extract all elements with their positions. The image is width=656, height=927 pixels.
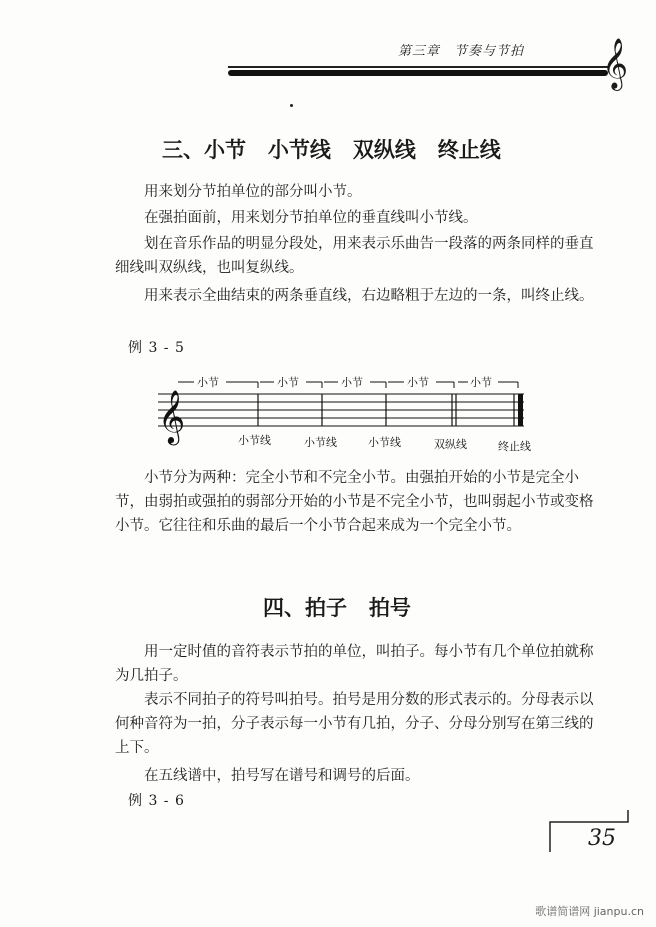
section-3-paragraph-4: 用来表示全曲结束的两条垂直线，右边略粗于左边的一条，叫终止线。	[144, 288, 594, 304]
measure-label-4: 小节	[407, 376, 429, 389]
section-4-paragraph-2: 表示不同拍子的符号叫拍号。拍号是用分数的形式表示的。分母表示以何种音符为一拍，分子表示每一小节有几拍，分子、分母分别写在第三线的上下。	[115, 692, 594, 756]
double-bar-caption: 双纵线	[434, 438, 467, 451]
measure-label-3: 小节	[341, 376, 363, 389]
final-bar-caption: 终止线	[498, 440, 531, 453]
section-4-heading: 四、拍子 拍号	[263, 596, 411, 620]
running-header	[398, 40, 538, 59]
section-3-paragraph-3: 划在音乐作品的明显分段处，用来表示乐曲告一段落的两条同样的垂直细线叫双纵线，也叫复纵线。	[115, 236, 594, 276]
barline-caption-3: 小节线	[368, 436, 401, 449]
section-3-paragraph-1: 用来划分节拍单位的部分叫小节。	[144, 184, 362, 200]
staff-example	[150, 368, 550, 458]
header-rule-thin	[228, 66, 608, 68]
barline-caption-1: 小节线	[238, 434, 271, 447]
page-number: 35	[588, 826, 616, 851]
header-rule-thick	[228, 70, 608, 76]
staff-lines	[158, 394, 524, 426]
treble-clef-icon: 𝄞	[158, 389, 186, 443]
section-4-paragraph-3: 在五线谱中，拍号写在谱号和调号的后面。	[144, 768, 420, 784]
treble-clef-icon: 𝄞	[602, 38, 629, 89]
example-3-5-label: 例 3 - 5	[128, 340, 185, 356]
measure-label-2: 小节	[277, 376, 299, 389]
measure-label-5: 小节	[470, 376, 492, 389]
barline-caption-2: 小节线	[304, 436, 337, 449]
example-3-6-label: 例 3 - 6	[128, 793, 185, 809]
final-bar-thick	[518, 394, 523, 426]
chapter-label: 第三章	[398, 44, 441, 59]
section-3-paragraph-2: 在强拍面前，用来划分节拍单位的垂直线叫小节线。	[144, 210, 478, 226]
chapter-title: 节奏与节拍	[454, 44, 525, 59]
watermark: 歌谱简谱网 jianpu.cn	[535, 905, 644, 918]
measure-label-1: 小节	[197, 376, 219, 389]
section-3-paragraph-5: 小节分为两种：完全小节和不完全小节。由强拍开始的小节是完全小节，由弱拍或强拍的弱部分开始的小节是不完全小节，也叫弱起小节或变格小节。它往往和乐曲的最后一个小节合起来成为一个完全小节。	[115, 470, 594, 534]
stray-dot	[290, 104, 293, 107]
section-4-paragraph-1: 用一定时值的音符表示节拍的单位，叫拍子。每小节有几个单位拍就称为几拍子。	[115, 644, 594, 684]
section-3-heading: 三、小节 小节线 双纵线 终止线	[162, 138, 501, 162]
